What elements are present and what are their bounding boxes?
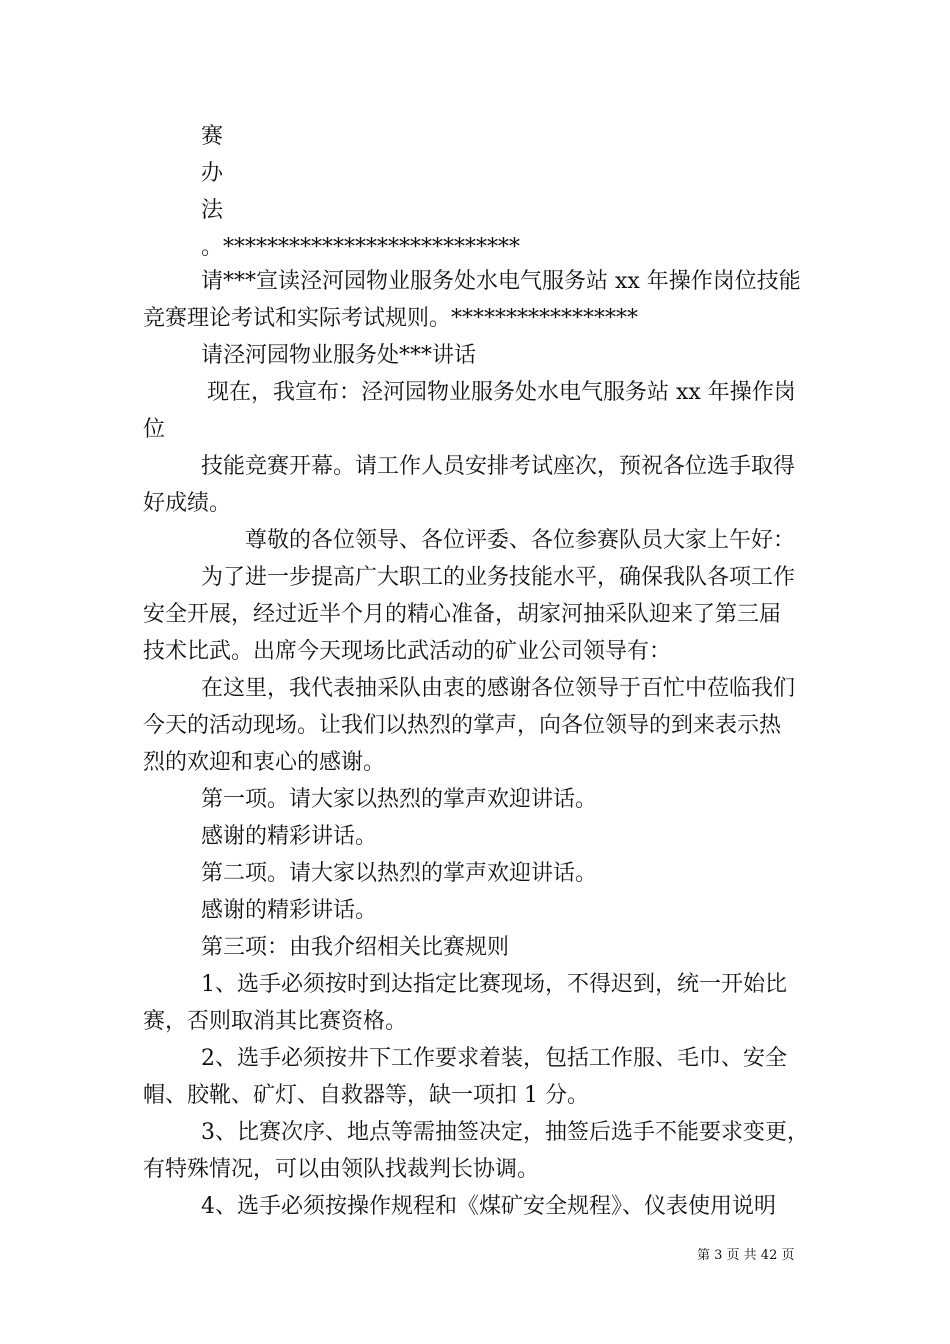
text-line: 为了进一步提高广大职工的业务技能水平，确保我队各项工作 xyxy=(201,565,796,590)
text-line: 赛，否则取消其比赛资格。 xyxy=(143,1009,408,1034)
text-line: 有特殊情况，可以由领队找裁判长协调。 xyxy=(143,1157,540,1182)
text-line: 技能竞赛开幕。请工作人员安排考试座次，预祝各位选手取得 xyxy=(201,454,796,479)
text-line: 位 xyxy=(143,417,166,442)
page-number: 第 3 页 共 42 页 xyxy=(697,1248,795,1263)
text-line: 法 xyxy=(201,198,224,223)
text-line: 现在，我宣布：泾河园物业服务处水电气服务站 xx 年操作岗 xyxy=(207,380,796,405)
text-line: 技术比武。出席今天现场比武活动的矿业公司领导有： xyxy=(143,639,672,664)
text-line: 第三项：由我介绍相关比赛规则 xyxy=(201,935,510,960)
text-line: 办 xyxy=(201,161,224,186)
text-line: 在这里，我代表抽采队由衷的感谢各位领导于百忙中莅临我们 xyxy=(201,676,796,701)
text-line: 3、比赛次序、地点等需抽签决定，抽签后选手不能要求变更， xyxy=(201,1120,809,1145)
text-line: 请泾河园物业服务处***讲话 xyxy=(201,343,477,368)
text-line: 4、选手必须按操作规程和《煤矿安全规程》、仪表使用说明 xyxy=(201,1194,776,1219)
text-line: 2、选手必须按井下工作要求着装，包括工作服、毛巾、安全 xyxy=(201,1046,787,1071)
text-line: 尊敬的各位领导、各位评委、各位参赛队员大家上午好： xyxy=(245,528,796,553)
text-line: 帽、胶靴、矿灯、自救器等，缺一项扣 1 分。 xyxy=(143,1083,589,1108)
text-line: 感谢的精彩讲话。 xyxy=(201,898,378,923)
text-line: 竞赛理论考试和实际考试规则。***************** xyxy=(143,306,639,331)
text-line: 赛 xyxy=(201,124,224,149)
text-line: 第二项。请大家以热烈的掌声欢迎讲话。 xyxy=(201,861,598,886)
text-line: 请***宣读泾河园物业服务处水电气服务站 xx 年操作岗位技能 xyxy=(201,269,801,294)
text-line: 今天的活动现场。让我们以热烈的掌声，向各位领导的到来表示热 xyxy=(143,713,782,738)
text-line: 烈的欢迎和衷心的感谢。 xyxy=(143,750,386,775)
text-line: 第一项。请大家以热烈的掌声欢迎讲话。 xyxy=(201,787,598,812)
text-line: 。*************************** xyxy=(201,235,521,260)
text-line: 好成绩。 xyxy=(143,491,232,516)
text-line: 安全开展，经过近半个月的精心准备，胡家河抽采队迎来了第三届 xyxy=(143,602,782,627)
text-line: 感谢的精彩讲话。 xyxy=(201,824,378,849)
text-line: 1、选手必须按时到达指定比赛现场，不得迟到，统一开始比 xyxy=(201,972,787,997)
